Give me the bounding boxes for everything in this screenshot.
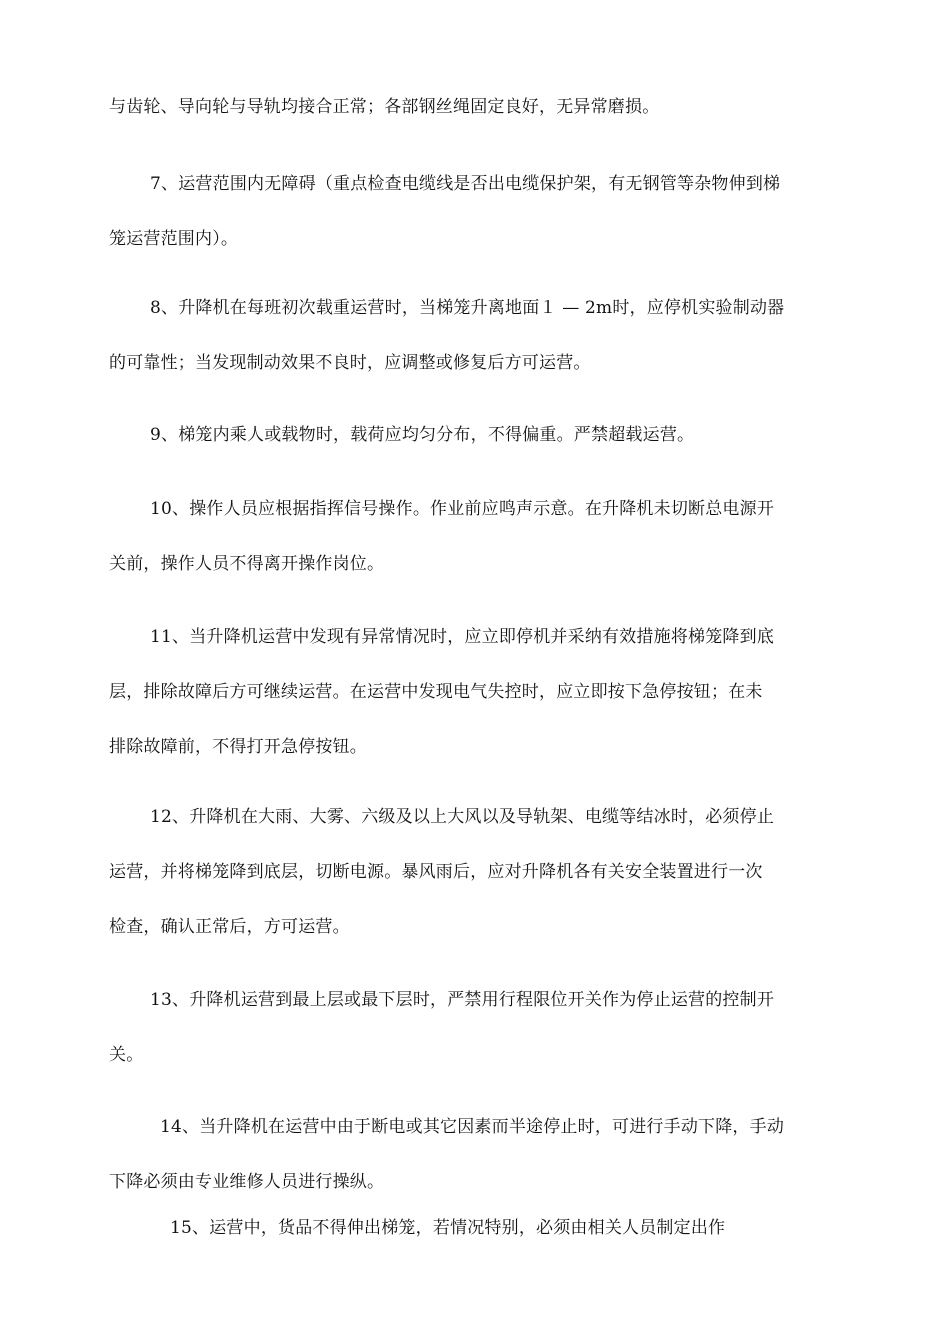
text-line: 8、升降机在每班初次载重运营时，当梯笼升离地面１ — 2m时，应停机实验制动器 [150, 298, 785, 318]
text-line: 7、运营范围内无障碍（重点检查电缆线是否出电缆保护架，有无钢管等杂物伸到梯 [150, 174, 781, 194]
text-line: 13、升降机运营到最上层或最下层时，严禁用行程限位开关作为停止运营的控制开 [150, 990, 775, 1010]
text-line: 15、运营中，货品不得伸出梯笼，若情况特别，必须由相关人员制定出作 [170, 1218, 726, 1238]
text-line: 排除故障前，不得打开急停按钮。 [109, 737, 367, 757]
text-line: 9、梯笼内乘人或载物时，载荷应均匀分布，不得偏重。严禁超载运营。 [150, 425, 695, 445]
text-line: 12、升降机在大雨、大雾、六级及以上大风以及导轨架、电缆等结冰时，必须停止 [150, 807, 775, 827]
text-line: 14、当升降机在运营中由于断电或其它因素而半途停止时，可进行手动下降，手动 [160, 1117, 785, 1137]
text-line: 笼运营范围内）。 [109, 229, 239, 249]
text-line: 10、操作人员应根据指挥信号操作。作业前应鸣声示意。在升降机未切断总电源开 [150, 499, 775, 519]
text-line: 运营，并将梯笼降到底层，切断电源。暴风雨后，应对升降机各有关安全装置进行一次 [109, 862, 763, 882]
text-line: 层，排除故障后方可继续运营。在运营中发现电气失控时，应立即按下急停按钮；在未 [109, 682, 763, 702]
text-line: 11、当升降机运营中发现有异常情况时，应立即停机并采纳有效措施将梯笼降到底 [150, 627, 775, 647]
text-line: 关前，操作人员不得离开操作岗位。 [109, 554, 385, 574]
text-line: 检查，确认正常后，方可运营。 [109, 917, 350, 937]
text-line: 的可靠性；当发现制动效果不良时，应调整或修复后方可运营。 [109, 353, 591, 373]
text-line: 关。 [109, 1045, 144, 1065]
text-line: 下降必须由专业维修人员进行操纵。 [109, 1172, 385, 1192]
text-line: 与齿轮、导向轮与导轨均接合正常；各部钢丝绳固定良好，无异常磨损。 [109, 97, 660, 117]
